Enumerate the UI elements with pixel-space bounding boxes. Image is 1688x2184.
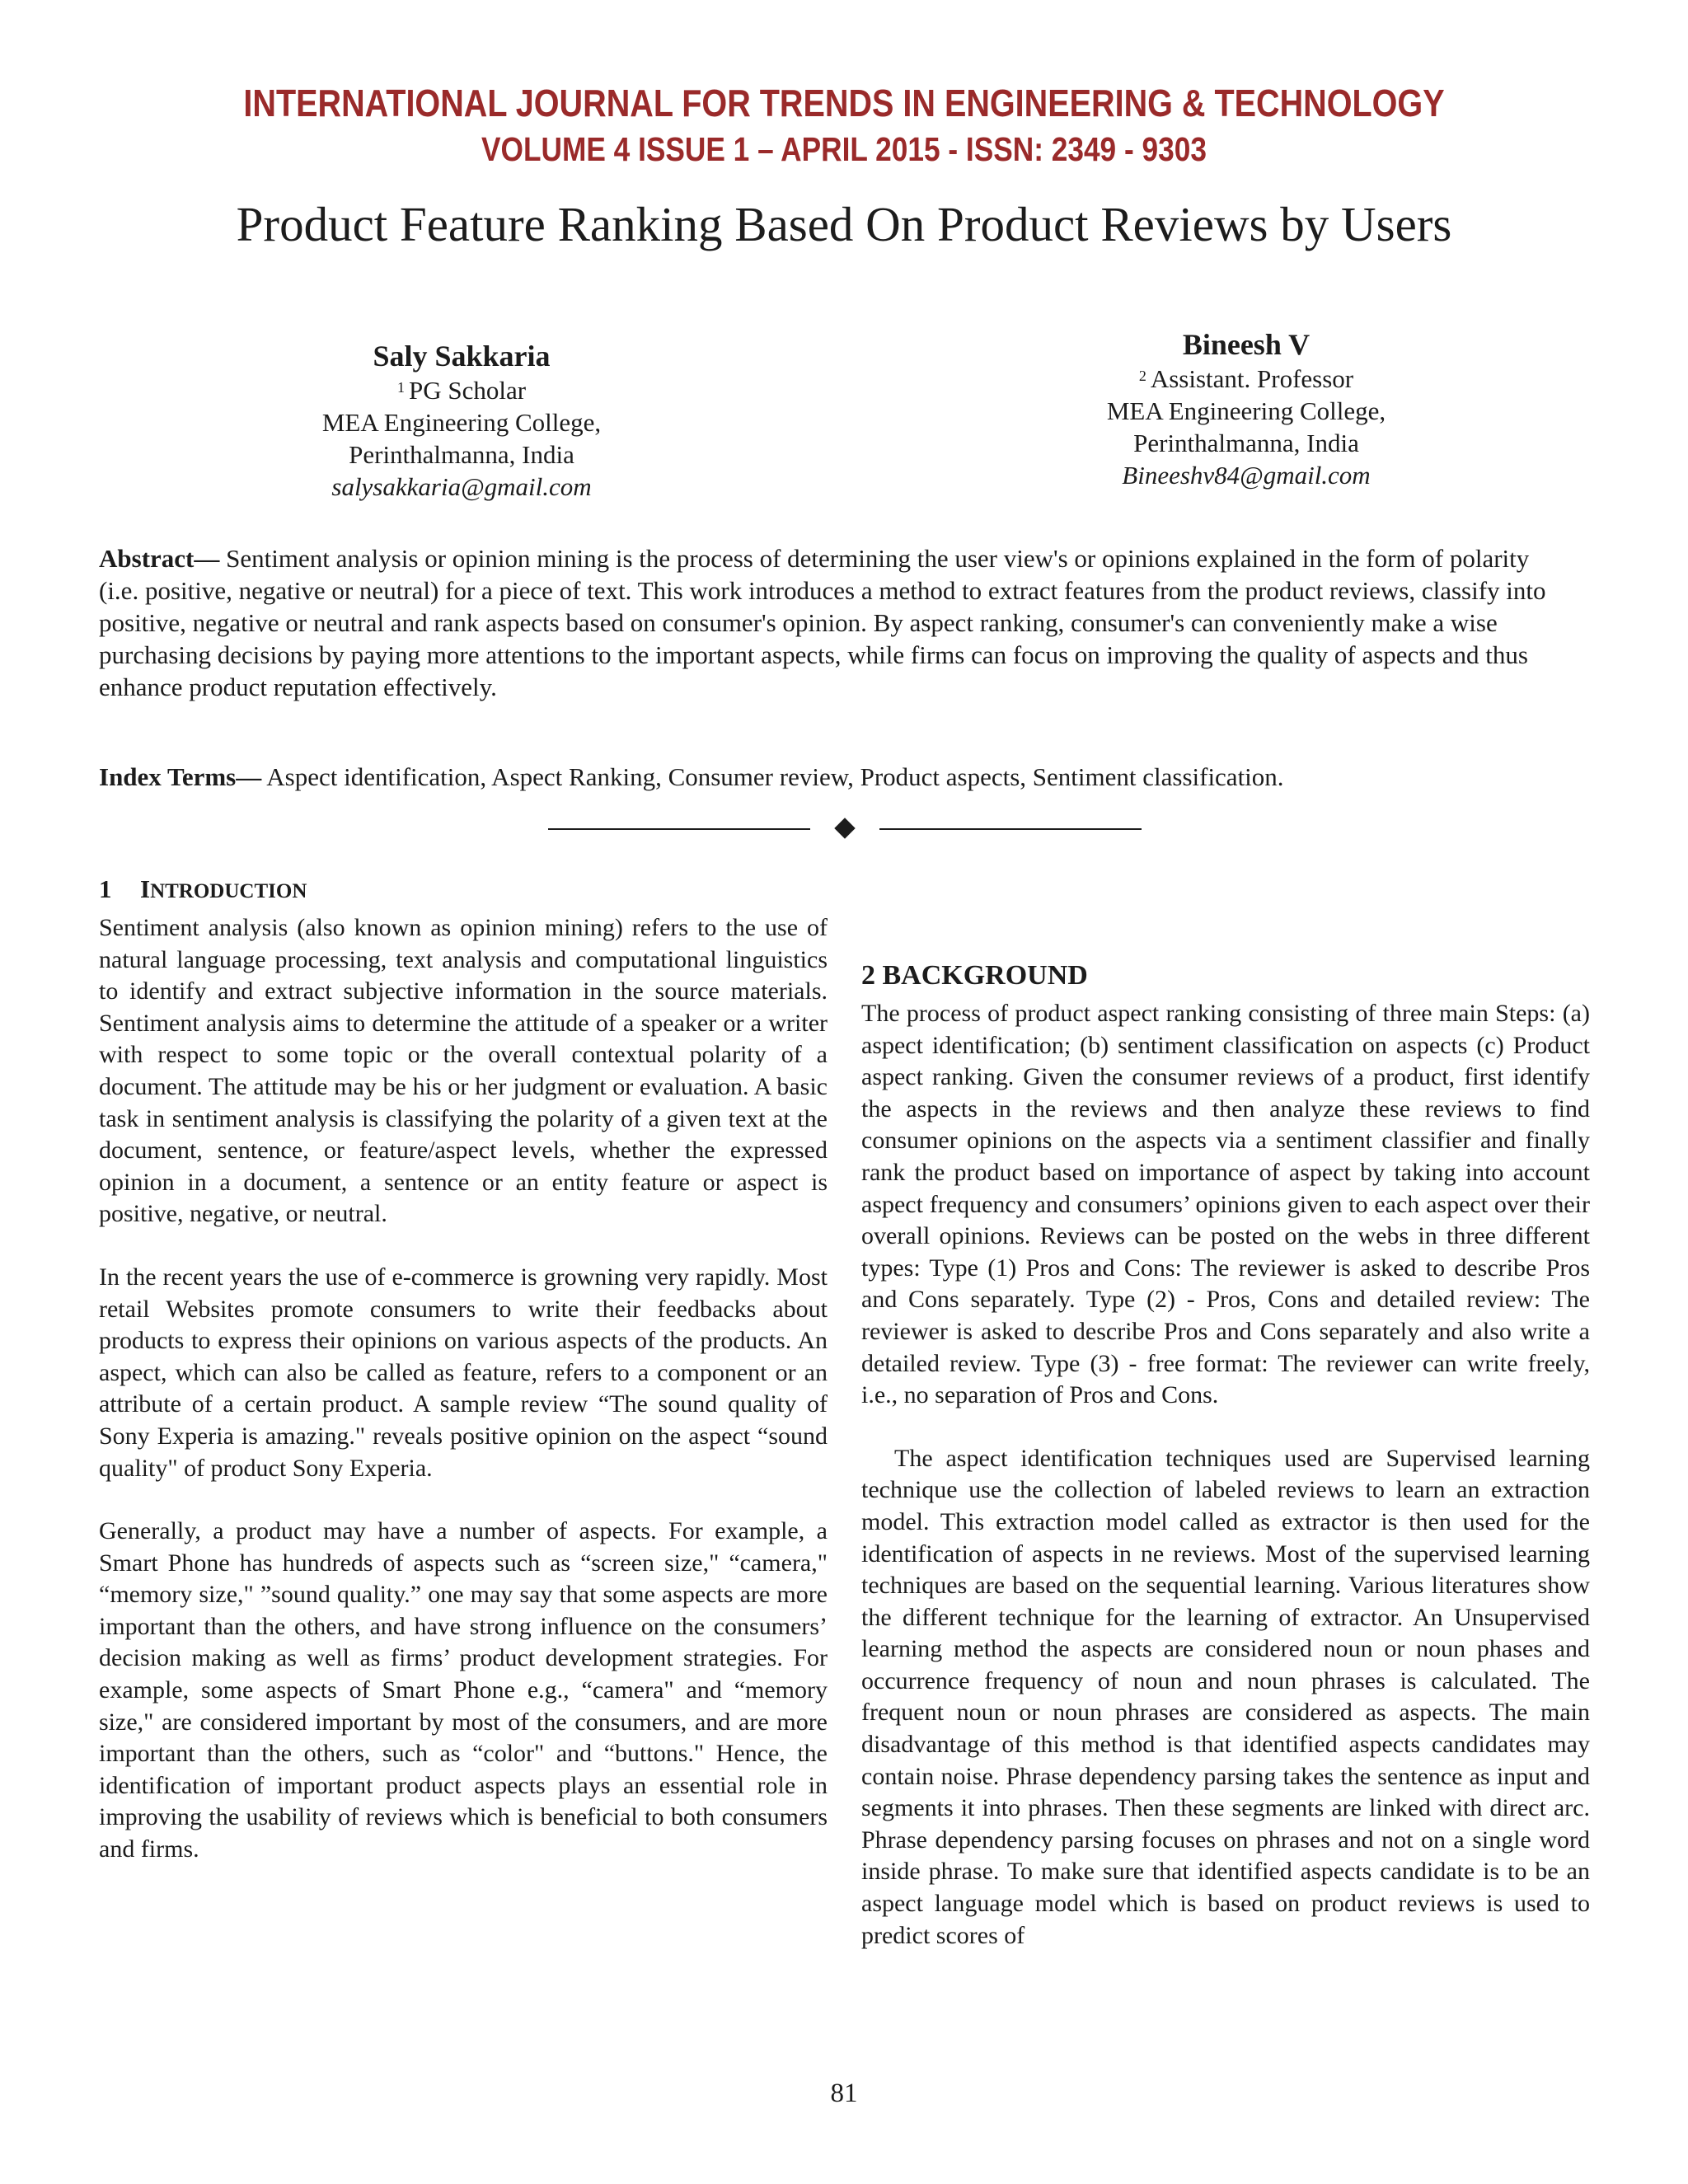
section-heading-initial: I bbox=[140, 874, 151, 903]
journal-title: INTERNATIONAL JOURNAL FOR TRENDS IN ENGINEERING & TECHNOLOGY bbox=[243, 82, 1445, 124]
paragraph: Generally, a product may have a number of aspects. For example, a Smart Phone has hundreds of aspects such as “screen size," “camera," “memory size," ”sound quality.” one may say that some aspects are more important than the others, and have strong influence on the consumers’ decision making as well as firms’ product development strategies. For example, some aspects of Smart Phone e.g., “camera" and “memory size," are considered important by most of the consumers, and are more important than the others, such as “color" and “buttons." Hence, the identification of important product aspects plays an essential role in improving the usability of reviews which is beneficial to both consumers and firms. bbox=[99, 1517, 828, 1863]
author-institution: MEA Engineering College, bbox=[1106, 396, 1386, 425]
author-block-2 bbox=[1057, 326, 1436, 491]
section-heading-rest: NTRODUCTION bbox=[150, 880, 307, 902]
author-name: Bineesh V bbox=[1182, 328, 1311, 361]
paragraph: The aspect identification techniques used are Supervised learning technique use the collection of labeled reviews to learn an extraction model. This extraction model called as extractor is then used for the identification of aspects in ne reviews. Most of the supervised learning techniques are based on the sequential learning. Various literatures show the different technique for the learning of extractor. An Unsupervised learning method the aspects are considered noun or noun phases and occurrence frequency of noun and noun phrases is calculated. The frequent noun or noun phrases are considered as aspects. The main disadvantage of this method is that identified aspects candidates may contain noise. Phrase dependency parsing takes the sentence as input and segments it into phrases. Then these segments are linked with direct arc. Phrase dependency parsing focuses on phrases and not on a single word inside phrase. To make sure that identified aspects candidate is to be an aspect language model which is based on product reviews is used to predict scores of bbox=[861, 1444, 1590, 1949]
abstract-label: Abstract— bbox=[99, 544, 220, 573]
separator-line-right bbox=[879, 828, 1142, 830]
author-email[interactable]: Bineeshv84@gmail.com bbox=[1122, 461, 1371, 490]
author-role-text: Assistant. Professor bbox=[1150, 364, 1354, 393]
author-location: Perinthalmanna, India bbox=[349, 440, 574, 469]
abstract-text: Sentiment analysis or opinion mining is the process of determining the user view's or opinions explained in the form of polarity (i.e. positive, negative or neutral) for a piece of text. This work introduces a method to extract features from the product reviews, classify into positive, negative or neutral and rank aspects based on consumer's opinion. By aspect ranking, consumer's can conveniently make a wise purchasing decisions by paying more attentions to the important aspects, while firms can focus on improving the quality of aspects and thus enhance product reputation effectively. bbox=[99, 544, 1546, 701]
paper-title: Product Feature Ranking Based On Product Reviews by Users bbox=[236, 197, 1452, 251]
paragraph: The process of product aspect ranking consisting of three main Steps: (a) aspect identification; (b) sentiment classification on aspects (c) Product aspect ranking. Given the consumer reviews of a product, first identify the aspects in the reviews and then analyze these reviews to find consumer opinions on the aspects via a sentiment classifier and finally rank the product based on importance of aspect by taking into account aspect frequency and consumers’ opinions given to each aspect over their overall opinions. Reviews can be posted on the webs in three different types: Type (1) Pros and Cons: The reviewer is asked to describe Pros and Cons separately. Type (2) - Pros, Cons and detailed review: The reviewer is asked to describe Pros and Cons separately and also write a detailed review. Type (3) - free format: The reviewer can write freely, i.e., no separation of Pros and Cons. bbox=[861, 1000, 1590, 1409]
index-terms-text: Aspect identification, Aspect Ranking, Consumer review, Product aspects, Sentiment classification. bbox=[266, 762, 1284, 791]
author-location: Perinthalmanna, India bbox=[1133, 429, 1359, 457]
paragraph: Sentiment analysis (also known as opinion mining) refers to the use of natural language processing, text analysis and computational linguistics to identify and extract subjective information in the source materials. Sentiment analysis aims to determine the attitude of a speaker or a writer with respect to some topic or the overall contextual polarity of a document. The attitude may be his or her judgment or evaluation. A basic task in sentiment analysis is classifying the polarity of a given text at the document, sentence, or feature/aspect levels, whether the expressed opinion in a document, a sentence or an entity feature or aspect is positive, negative, or neutral. bbox=[99, 914, 828, 1228]
journal-volume-line: VOLUME 4 ISSUE 1 – APRIL 2015 - ISSN: 2349 - 9303 bbox=[481, 130, 1207, 168]
introduction-heading bbox=[99, 874, 828, 907]
left-column bbox=[99, 874, 828, 1866]
section-number: 1 bbox=[99, 874, 112, 903]
author-role-text: PG Scholar bbox=[408, 376, 527, 405]
diamond-icon bbox=[834, 818, 855, 838]
abstract bbox=[99, 542, 1559, 703]
author-affiliation-number: 2 bbox=[1138, 368, 1146, 384]
separator-line-left bbox=[548, 828, 810, 830]
page-number: 81 bbox=[830, 2079, 858, 2108]
author-affiliation-number: 1 bbox=[396, 379, 405, 396]
section-separator bbox=[548, 813, 1142, 846]
index-terms bbox=[99, 761, 1559, 793]
paragraph: In the recent years the use of e-commerce is growning very rapidly. Most retail Websites promote consumers to write their feedbacks about products to express their opinions on various aspects of the products. An aspect, which can also be called as feature, refers to a component or an attribute of a certain product. A sample review “The sound quality of Sony Experia is amazing." reveals positive opinion on the aspect “sound quality" of product Sony Experia. bbox=[99, 1263, 828, 1482]
author-role bbox=[272, 374, 651, 406]
author-institution: MEA Engineering College, bbox=[321, 408, 602, 437]
index-terms-label: Index Terms— bbox=[99, 762, 262, 791]
right-column bbox=[861, 960, 1590, 1952]
author-name: Saly Sakkaria bbox=[373, 340, 551, 373]
author-email[interactable]: salysakkaria@gmail.com bbox=[331, 472, 592, 501]
author-role bbox=[1057, 363, 1436, 395]
author-block-1 bbox=[272, 338, 651, 503]
background-heading: 2 BACKGROUND bbox=[861, 960, 1088, 991]
